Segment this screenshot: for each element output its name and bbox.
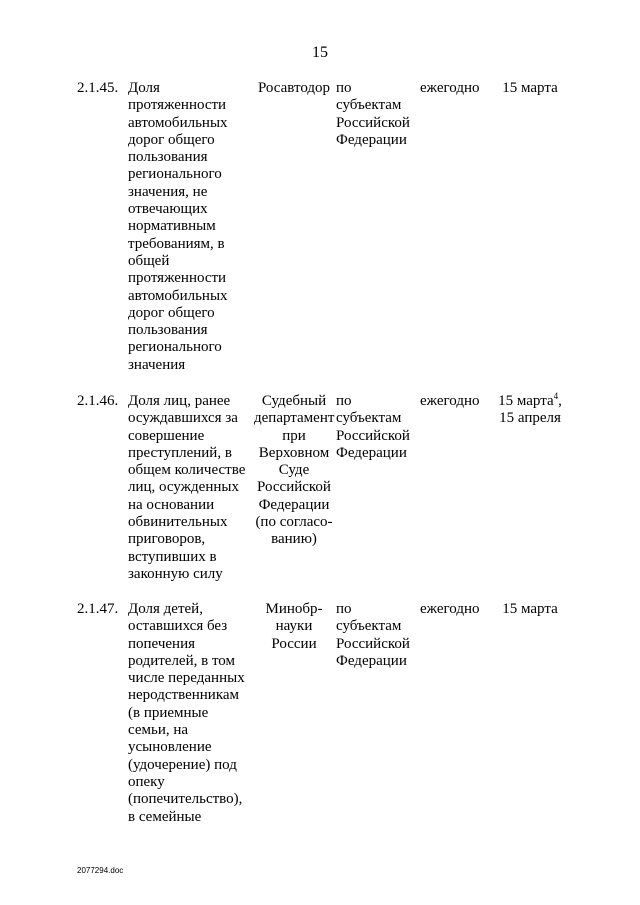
row-number: 2.1.46.	[77, 393, 119, 409]
deadline	[492, 393, 568, 428]
deadline-main: 15 марта	[498, 393, 554, 409]
deadline	[492, 601, 568, 618]
indicator-name: Доля лиц, ранее осуждавшихся за совершение преступлений, в общем количестве лиц, осужденных на основании обвинительных приговоров, вступивших в законную силу	[128, 393, 246, 582]
breakdown: по субъектам Российской Федерации	[336, 80, 410, 148]
page-number: 15	[312, 44, 328, 61]
frequency: ежегодно	[420, 80, 480, 96]
breakdown: по субъектам Российской Федерации	[336, 601, 410, 669]
deadline	[492, 80, 568, 97]
frequency: ежегодно	[420, 601, 480, 617]
row-number: 2.1.47.	[77, 601, 119, 617]
indicator-name: Доля протяженности автомобильных дорог общего пользования регионального значения, не отвечающих нормативным требованиям, в общей протяженности автомобильных дорог общего пользования регионального значения	[128, 80, 228, 373]
responsible-agency: Судебный департамент при Верховном Суде Российской Федерации (по согласо- ванию)	[254, 393, 335, 548]
footnote-marker: 4	[553, 391, 559, 401]
document-filename: 2077294.doc	[77, 866, 124, 875]
indicator-name: Доля детей, оставшихся без попечения родителей, в том числе переданных неродственникам (в приемные семьи, на усыновление (удочерение) под опеку (попечительство), в семейные	[128, 601, 245, 825]
breakdown: по субъектам Российской Федерации	[336, 393, 410, 461]
deadline-extra: , 15 апреля	[499, 393, 562, 427]
deadline-main: 15 марта	[502, 80, 558, 96]
frequency: ежегодно	[420, 393, 480, 409]
responsible-agency: Росавтодор	[257, 80, 331, 96]
row-number: 2.1.45.	[77, 80, 119, 96]
responsible-agency: Минобр- науки России	[265, 601, 323, 652]
deadline-main: 15 марта	[502, 601, 558, 617]
